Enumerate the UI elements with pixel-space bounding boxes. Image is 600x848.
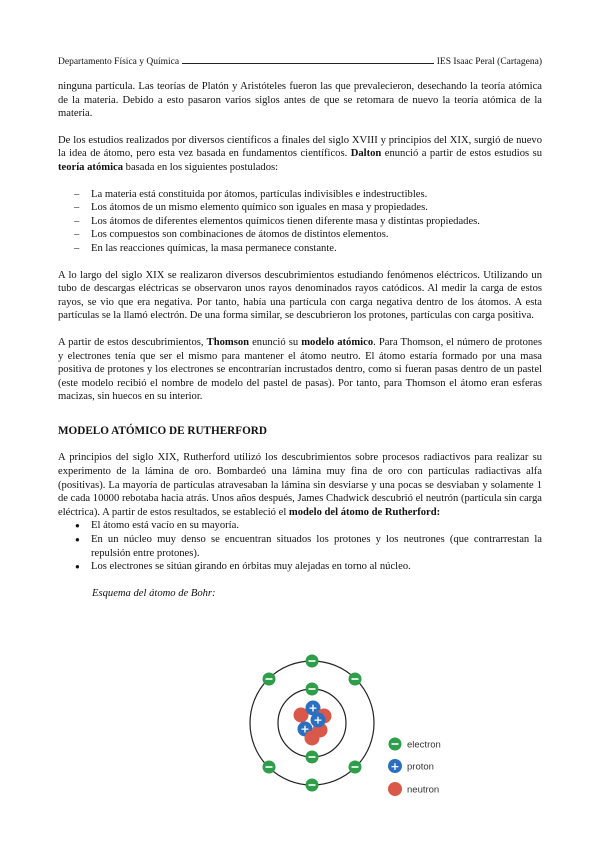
electron — [306, 655, 319, 668]
paragraph-dalton: De los estudios realizados por diversos científicos a finales del siglo XVIII y principios del XIX, surgió de nuevo la idea de átomo, pero esta vez basada en fundamentos científicos. Dalton enunció a partir de estos estudios su teoría atómica basada en los siguientes postulados: — [58, 134, 542, 173]
paragraph-intro: ninguna partícula. Las teorías de Platón y Aristóteles fueron las que prevalecieron, desechando la teoría atómica de la materia. Debido a esto pasaron varios siglos antes de que se retomara de nuevo la teoría atómica de la materia. — [58, 81, 542, 120]
list-item: – En las reacciones químicas, la masa permanece constante. — [58, 242, 542, 256]
atomic-theory-term: teoría atómica — [58, 161, 124, 173]
thomson-name: Thomson — [206, 336, 250, 348]
paragraph-rutherford: A principios del siglo XIX, Rutherford utilizó los descubrimientos sobre procesos radiactivos para realizar su experimento de la lámina de oro. Bombardeó una lámina muy fina de oro con partículas radiactivas alfa (positivas). La mayoría de partículas atravesaban la lámina sin desviarse y una pocas se desviaban y solamente 1 de cada 10000 rebotaba hacia atrás. Unos años después, James Chadwick descubrió el neutrón (partícula sin carga eléctrica). A partir de estos resultados, se estableció el modelo del átomo de Rutherford: — [58, 452, 542, 518]
diagram-caption: Esquema del átomo de Bohr: — [92, 587, 216, 599]
header-school: IES Isaac Peral (Cartagena) — [436, 57, 542, 67]
header-department: Departamento Física y Química — [58, 57, 180, 67]
list-item: ● En un núcleo muy denso se encuentran situados los protones y los neutrones (que contrarrestan la repulsión entre protones). — [58, 533, 542, 560]
list-item: ● Los electrones se sitúan girando en órbitas muy alejadas en torno al núcleo. — [58, 560, 542, 574]
list-item: – Los átomos de un mismo elemento químico son iguales en masa y propiedades. — [58, 201, 542, 215]
atomic-model-term: modelo atómico — [301, 336, 374, 348]
legend — [388, 738, 441, 797]
legend-neutron — [388, 782, 439, 796]
paragraph-thomson: A partir de estos descubrimientos, Thomson enunció su modelo atómico. Para Thomson, el número de protones y electrones tenía que ser el mismo para mantener el átomo neutro. El átomo estaría formado por una masa positiva de protones y los electrones se encontrarían incrustados dentro, como si fueran pasas dentro de un pastel (este modelo recibió el nombre de modelo del pastel de pasas). Por tanto, para Thomson el átomo eran esferas macizas, sin huecos en su interior. — [58, 336, 542, 403]
svg-text:+: + — [300, 722, 310, 736]
legend-neutron-label: neutron — [407, 784, 440, 796]
electron — [306, 683, 319, 696]
svg-text:+: + — [313, 713, 323, 727]
electron — [349, 761, 362, 774]
nucleus — [294, 701, 332, 746]
electron — [263, 673, 276, 686]
rutherford-model-term: modelo del átomo de Rutherford: — [288, 506, 441, 518]
electron — [306, 751, 319, 764]
electron — [349, 673, 362, 686]
svg-text:+: + — [308, 701, 318, 715]
electron — [306, 779, 319, 792]
list-item: – La materia está constituida por átomos, partículas indivisibles e indestructibles. — [58, 188, 542, 202]
svg-text:+: + — [390, 760, 400, 773]
list-item: – Los átomos de diferentes elementos químicos tienen diferente masa y distintas propiedades. — [58, 215, 542, 229]
legend-proton-label: proton — [407, 761, 434, 773]
legend-proton — [388, 759, 434, 773]
list-item: – Los compuestos son combinaciones de átomos de distintos elementos. — [58, 228, 542, 242]
legend-electron-label: electron — [407, 739, 441, 751]
neutron-icon — [388, 782, 402, 796]
legend-electron — [389, 738, 441, 751]
section-heading: MODELO ATÓMICO DE RUTHERFORD — [58, 424, 267, 437]
list-item: ● El átomo está vacío en su mayoría. — [58, 519, 542, 533]
dalton-name: Dalton — [350, 148, 382, 160]
paragraph-electron-discovery: A lo largo del siglo XIX se realizaron diversos descubrimientos estudiando fenómenos eléctricos. Utilizando un tubo de descargas eléctricas se observaron unos rayos denominados rayos catódicos. Al medir la carga de estos rayos, se vio que era negativa. Por tanto, había una partícula con carga negativa dentro de los átomos. A esta partículas se la llamó electrón. De una forma similar, se descubrieron los protones, partículas con carga positiva. — [58, 269, 542, 322]
electron — [263, 761, 276, 774]
